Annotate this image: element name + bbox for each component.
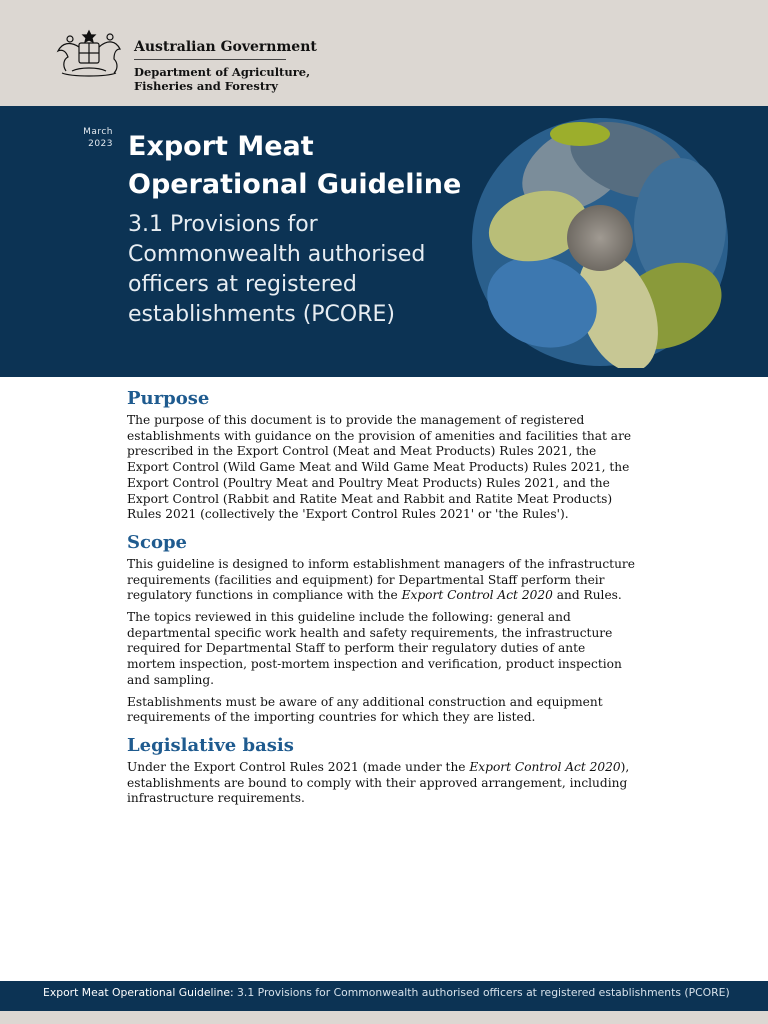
act-title: Export Control Act 2020 [469,759,621,774]
footer-subtitle: 3.1 Provisions for Commonwealth authorised officers at registered establishments (PCORE) [233,986,730,999]
legislative-basis-section [127,735,637,807]
legislative-basis-paragraph [127,760,637,807]
act-title: Export Control Act 2020 [401,588,553,603]
legislative-text-start: Under the Export Control Rules 2021 (made under the [127,759,470,774]
scope-paragraph-2: The topics reviewed in this guideline include the following: general and departmental specific work health and safety requirements, the infrastructure required for Departmental Staff to perform their regulatory duties of ante mortem inspection, post-mortem inspection and verification, product inspection and sampling. [127,610,622,687]
footer-title: Export Meat Operational Guideline: [43,986,234,999]
page-footer [0,981,768,1011]
department-line-1: Department of Agriculture, [134,65,311,79]
document-title-line-1: Export Meat [128,131,314,162]
publication-date [83,126,113,150]
legislative-basis-heading: Legislative basis [127,734,294,756]
document-title-line-2: Operational Guideline [128,169,462,200]
document-subtitle: 3.1 Provisions for Commonwealth authorised officers at registered establishments (PCORE) [128,212,426,327]
government-header [0,0,768,106]
purpose-heading: Purpose [127,388,210,409]
publication-month: March [83,127,113,137]
scope-text-start: This guideline is designed to inform establishment managers of the infrastructure requirements (facilities and equipment) for Departmental Staff perform their regulatory functions in compliance with the [127,556,635,603]
publication-year: 2023 [88,139,113,149]
document-body [127,388,637,816]
purpose-section [127,388,637,523]
scope-paragraph-3: Establishments must be aware of any additional construction and equipment requirements of the importing countries for which they are listed. [127,694,603,725]
purpose-paragraph: The purpose of this document is to provide the management of registered establishments with guidance on the provision of amenities and facilities that are prescribed in the Export Control (Meat and Meat Products) Rules 2021, the Export Control (Wild Game Meat and Wild Game Meat Products) Rules 2021, the Export Control (Poultry Meat and Poultry Meat Products) Rules 2021, and the Export Control (Rabbit and Ratite Meat and Rabbit and Ratite Meat Products) Rules 2021 (collectively the 'Export Control Rules 2021' or 'the Rules'). [127,413,632,522]
scope-paragraph-1 [127,557,637,604]
department-line-2: Fisheries and Forestry [134,79,278,93]
legislative-text-end: ), establishments are bound to comply with their approved arrangement, including infrastructure requirements. [127,759,630,806]
footer-strip [0,1011,768,1024]
scope-text-end: and Rules. [552,588,622,603]
title-banner [0,106,768,377]
petal-photo-collage [468,116,732,368]
coat-of-arms-icon [52,27,126,79]
scope-section [127,532,637,726]
government-name: Australian Government [134,39,286,60]
scope-heading: Scope [127,531,188,553]
department-name [134,65,310,93]
document-title [128,128,461,204]
